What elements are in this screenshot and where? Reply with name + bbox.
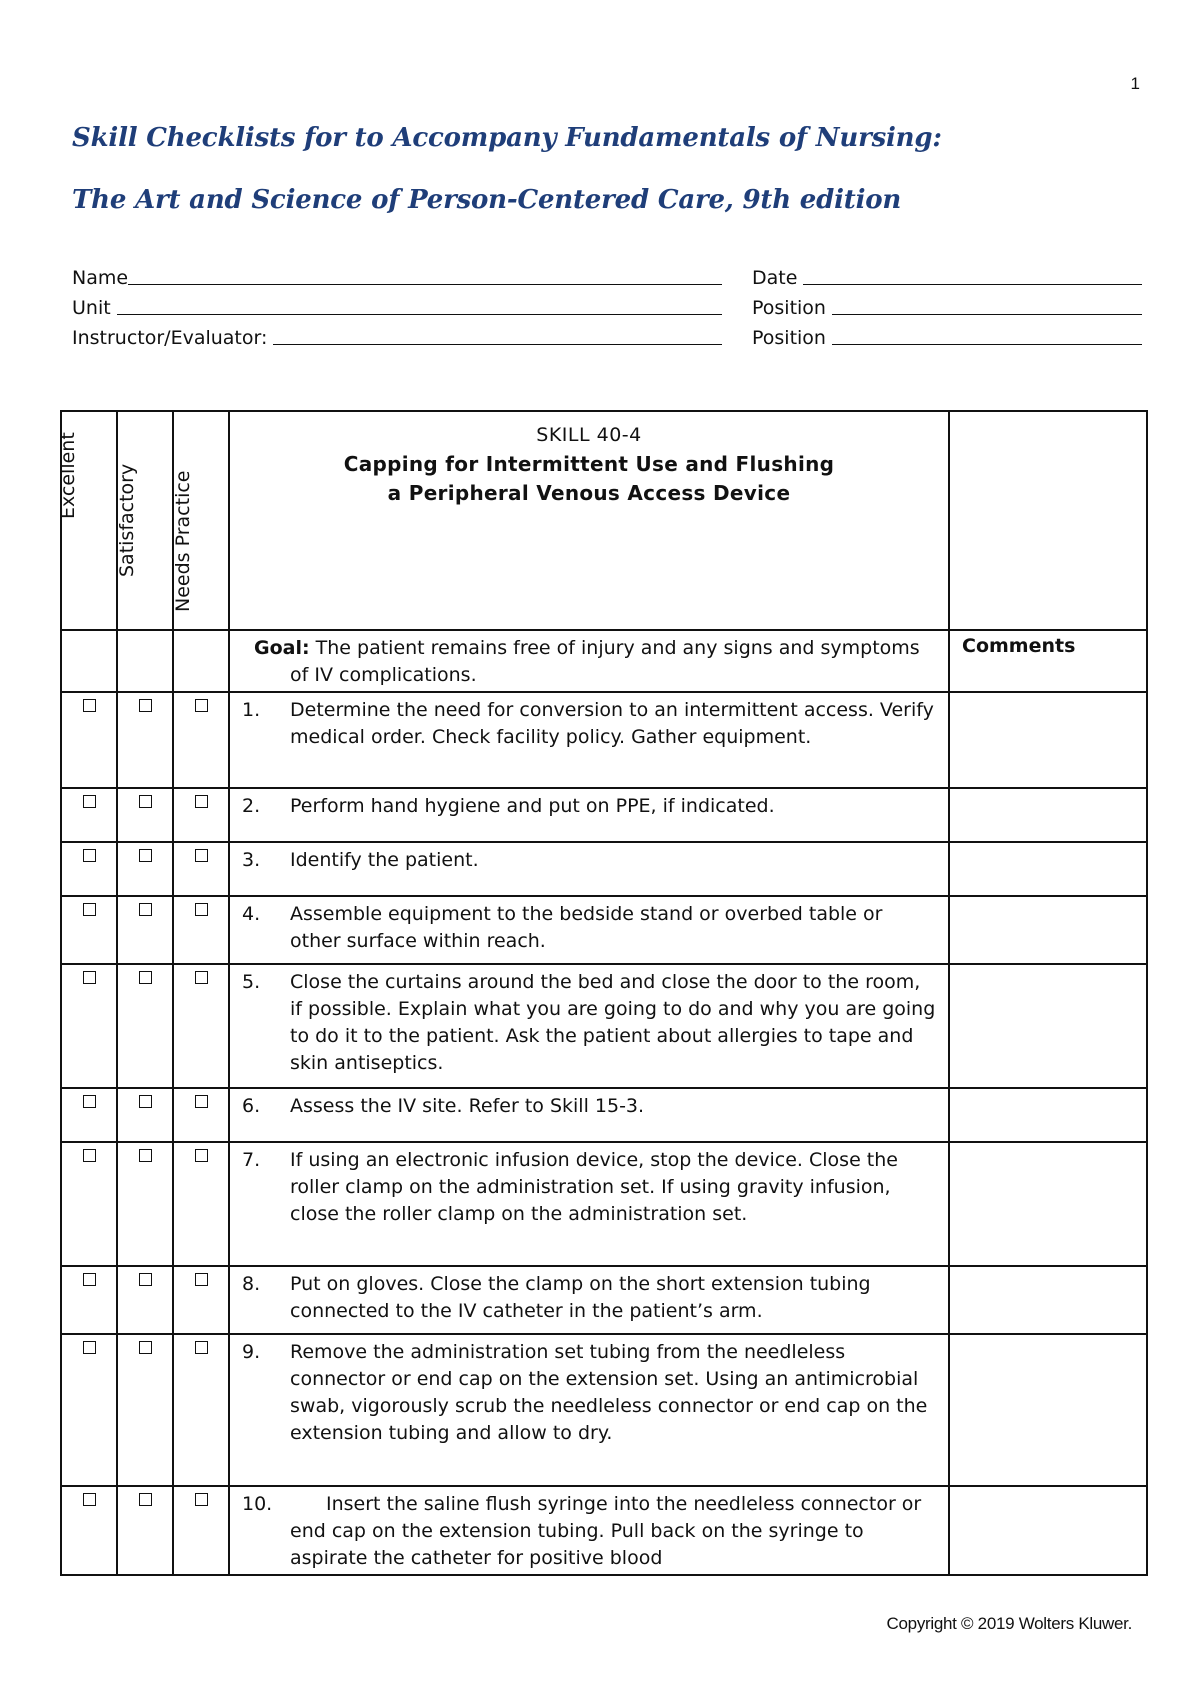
satisfactory-checkbox-cell	[117, 1142, 173, 1266]
goal-text: The patient remains free of injury and any signs and symptoms of IV complications.	[290, 637, 920, 686]
step-row	[61, 692, 1147, 788]
step-number: 3.	[242, 849, 261, 871]
needs-practice-checkbox[interactable]	[195, 1149, 208, 1162]
step-text: Remove the administration set tubing from the needleless connector or end cap on the extension set. Using an antimicrobial swab, vigorously scrub the needleless connector or end cap on the extension tubing and allow to dry.	[290, 1341, 928, 1444]
step-number: 6.	[242, 1095, 261, 1117]
satisfactory-checkbox-cell	[117, 1266, 173, 1334]
satisfactory-checkbox[interactable]	[139, 903, 152, 916]
needs-practice-checkbox-cell	[173, 964, 229, 1088]
satisfactory-checkbox-cell	[117, 964, 173, 1088]
needs-practice-checkbox[interactable]	[195, 1341, 208, 1354]
instructor-line[interactable]	[273, 324, 722, 345]
comments-cell[interactable]	[949, 1334, 1147, 1486]
step-row	[61, 1142, 1147, 1266]
needs-practice-checkbox[interactable]	[195, 1095, 208, 1108]
comments-cell[interactable]	[949, 1142, 1147, 1266]
date-line[interactable]	[803, 264, 1142, 285]
needs-practice-checkbox-cell	[173, 1088, 229, 1142]
satisfactory-checkbox[interactable]	[139, 1493, 152, 1506]
excellent-checkbox-cell	[61, 692, 117, 788]
goal-row	[61, 630, 1147, 692]
step-cell	[229, 896, 949, 964]
step-text: Put on gloves. Close the clamp on the short extension tubing connected to the IV catheter in the patient’s arm.	[290, 1273, 871, 1322]
comments-cell[interactable]	[949, 1486, 1147, 1575]
needs-practice-checkbox[interactable]	[195, 1273, 208, 1286]
needs-practice-checkbox-cell	[173, 1334, 229, 1486]
unit-line[interactable]	[117, 294, 722, 315]
step-text: Insert the saline flush syringe into the needleless connector or end cap on the extension tubing. Pull back on the syringe to aspirate the catheter for positive blood	[290, 1493, 922, 1569]
skill-title-line-1: Capping for Intermittent Use and Flushing	[343, 452, 835, 476]
date-field[interactable]	[752, 264, 1142, 289]
step-row	[61, 896, 1147, 964]
step-number: 5.	[242, 971, 261, 993]
excellent-checkbox[interactable]	[83, 1493, 96, 1506]
step-text: Perform hand hygiene and put on PPE, if indicated.	[290, 795, 775, 817]
satisfactory-checkbox-cell	[117, 1088, 173, 1142]
step-number: 4.	[242, 903, 261, 925]
position-field-2[interactable]	[752, 324, 1142, 349]
comments-cell[interactable]	[949, 842, 1147, 896]
satisfactory-checkbox[interactable]	[139, 971, 152, 984]
needs-practice-checkbox[interactable]	[195, 699, 208, 712]
step-row	[61, 788, 1147, 842]
excellent-checkbox[interactable]	[83, 849, 96, 862]
instructor-label: Instructor/Evaluator:	[72, 327, 268, 349]
instructor-field[interactable]	[72, 324, 722, 349]
step-row	[61, 842, 1147, 896]
excellent-checkbox-cell	[61, 896, 117, 964]
step-text: Identify the patient.	[290, 849, 479, 871]
step-number: 2.	[242, 795, 261, 817]
needs-practice-checkbox[interactable]	[195, 903, 208, 916]
needs-practice-checkbox-cell	[173, 1486, 229, 1575]
needs-practice-checkbox-cell	[173, 842, 229, 896]
step-cell	[229, 1142, 949, 1266]
goal-label: Goal:	[254, 637, 310, 659]
satisfactory-checkbox[interactable]	[139, 1273, 152, 1286]
excellent-checkbox-cell	[61, 1266, 117, 1334]
step-cell	[229, 964, 949, 1088]
satisfactory-checkbox-cell	[117, 842, 173, 896]
comments-cell[interactable]	[949, 692, 1147, 788]
step-row	[61, 1088, 1147, 1142]
copyright-notice: Copyright © 2019 Wolters Kluwer.	[886, 1614, 1132, 1633]
comments-label: Comments	[949, 630, 1147, 692]
needs-practice-checkbox[interactable]	[195, 849, 208, 862]
document-title-line-2: The Art and Science of Person-Centered Care, 9th edition	[72, 185, 902, 215]
step-number: 10.	[242, 1493, 273, 1515]
skill-number: SKILL 40-4	[536, 424, 642, 446]
needs-practice-checkbox-cell	[173, 1142, 229, 1266]
step-cell	[229, 1486, 949, 1575]
step-number: 9.	[242, 1341, 261, 1363]
step-cell	[229, 788, 949, 842]
satisfactory-checkbox-cell	[117, 788, 173, 842]
excellent-checkbox-cell	[61, 788, 117, 842]
satisfactory-label: Satisfactory	[116, 463, 138, 577]
satisfactory-checkbox[interactable]	[139, 1149, 152, 1162]
form-row-unit	[72, 289, 1142, 319]
satisfactory-checkbox[interactable]	[139, 1095, 152, 1108]
step-cell	[229, 1266, 949, 1334]
goal-rating-blank	[173, 630, 229, 692]
position-label-2: Position	[752, 327, 826, 349]
satisfactory-checkbox[interactable]	[139, 699, 152, 712]
excellent-checkbox-cell	[61, 1088, 117, 1142]
position-line-2[interactable]	[832, 324, 1142, 345]
needs-practice-checkbox[interactable]	[195, 795, 208, 808]
excellent-checkbox-cell	[61, 1334, 117, 1486]
step-cell	[229, 842, 949, 896]
date-label: Date	[752, 267, 798, 289]
excellent-header	[57, 411, 117, 630]
step-text: Close the curtains around the bed and close the door to the room, if possible. Explain what you are going to do and why you are going to do it to the patient. Ask the patient about allergies to tape and skin antiseptics.	[290, 971, 936, 1074]
name-label: Name	[72, 267, 129, 289]
comments-cell[interactable]	[949, 1266, 1147, 1334]
step-cell	[229, 692, 949, 788]
excellent-checkbox[interactable]	[83, 699, 96, 712]
goal-rating-blank	[61, 630, 117, 692]
satisfactory-checkbox[interactable]	[139, 1341, 152, 1354]
unit-field[interactable]	[72, 294, 722, 319]
step-row	[61, 1334, 1147, 1486]
comments-cell[interactable]	[949, 964, 1147, 1088]
goal-rating-blank	[117, 630, 173, 692]
excellent-checkbox-cell	[61, 1486, 117, 1575]
step-number: 1.	[242, 699, 261, 721]
needs-practice-checkbox[interactable]	[195, 1493, 208, 1506]
skill-title-line-2: a Peripheral Venous Access Device	[387, 481, 791, 505]
excellent-checkbox-cell	[61, 964, 117, 1088]
needs-practice-checkbox[interactable]	[195, 971, 208, 984]
step-text: Determine the need for conversion to an intermittent access. Verify medical order. Check facility policy. Gather equipment.	[290, 699, 934, 748]
satisfactory-header	[117, 411, 173, 630]
excellent-checkbox[interactable]	[83, 1273, 96, 1286]
satisfactory-checkbox[interactable]	[139, 795, 152, 808]
comments-cell[interactable]	[949, 1088, 1147, 1142]
satisfactory-checkbox-cell	[117, 1486, 173, 1575]
comments-header-blank	[949, 411, 1147, 630]
needs-practice-checkbox-cell	[173, 896, 229, 964]
step-text: If using an electronic infusion device, stop the device. Close the roller clamp on the administration set. If using gravity infusion, close the roller clamp on the administration set.	[290, 1149, 898, 1225]
excellent-checkbox[interactable]	[83, 1341, 96, 1354]
step-row	[61, 964, 1147, 1088]
step-number: 8.	[242, 1273, 261, 1295]
name-line[interactable]	[128, 264, 722, 285]
student-info-form	[72, 259, 1142, 349]
step-text: Assess the IV site. Refer to Skill 15-3.	[290, 1095, 645, 1117]
step-number: 7.	[242, 1149, 261, 1171]
comments-cell[interactable]	[949, 896, 1147, 964]
excellent-checkbox-cell	[61, 1142, 117, 1266]
needs-practice-checkbox-cell	[173, 1266, 229, 1334]
excellent-checkbox[interactable]	[83, 971, 96, 984]
satisfactory-checkbox-cell	[117, 692, 173, 788]
needs-practice-header	[173, 411, 229, 630]
position-field-1[interactable]	[752, 294, 1142, 319]
skill-checklist-table	[57, 410, 1148, 1576]
needs-practice-checkbox-cell	[173, 692, 229, 788]
step-row	[61, 1486, 1147, 1575]
satisfactory-checkbox-cell	[117, 1334, 173, 1486]
goal-cell	[229, 630, 949, 692]
satisfactory-checkbox[interactable]	[139, 849, 152, 862]
excellent-checkbox[interactable]	[83, 903, 96, 916]
satisfactory-checkbox-cell	[117, 896, 173, 964]
excellent-checkbox-cell	[61, 842, 117, 896]
form-row-name	[72, 259, 1142, 289]
step-text: Assemble equipment to the bedside stand or overbed table or other surface within reach.	[290, 903, 883, 952]
excellent-checkbox[interactable]	[83, 1095, 96, 1108]
step-cell	[229, 1088, 949, 1142]
position-line-1[interactable]	[832, 294, 1142, 315]
table-header-row	[61, 411, 1147, 630]
page-number: 1	[1130, 74, 1140, 93]
unit-label: Unit	[72, 297, 111, 319]
excellent-label: Excellent	[57, 432, 79, 519]
name-field[interactable]	[72, 264, 722, 289]
excellent-checkbox[interactable]	[83, 1149, 96, 1162]
excellent-checkbox[interactable]	[83, 795, 96, 808]
step-row	[61, 1266, 1147, 1334]
needs-practice-label: Needs Practice	[172, 470, 194, 612]
form-row-instructor	[72, 319, 1142, 349]
position-label-1: Position	[752, 297, 826, 319]
needs-practice-checkbox-cell	[173, 788, 229, 842]
skill-header	[229, 411, 949, 630]
step-cell	[229, 1334, 949, 1486]
comments-cell[interactable]	[949, 788, 1147, 842]
document-title-line-1: Skill Checklists for to Accompany Fundamentals of Nursing:	[72, 123, 942, 153]
